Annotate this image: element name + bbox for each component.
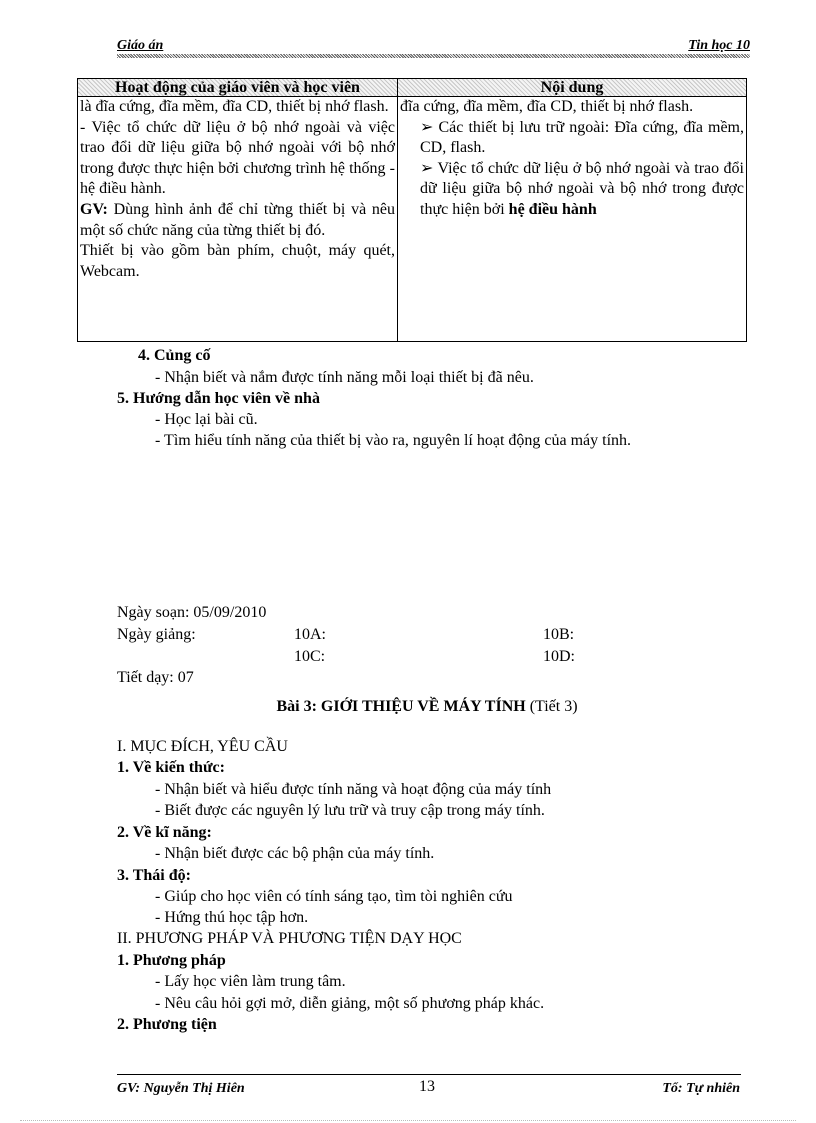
lesson-title-bold: Bài 3: GIỚI THIỆU VỀ MÁY TÍNH (276, 698, 526, 715)
bullet-1-text: Các thiết bị lưu trữ ngoài: Đĩa cứng, đĩa mềm, CD, flash. (420, 118, 744, 157)
ngay-soan: Ngày soạn: 05/09/2010 (117, 604, 267, 621)
phuong-phap-title: 1. Phương pháp (117, 952, 226, 969)
class-10a: 10A: (294, 626, 326, 643)
arrow-bullet-icon: ➢ (420, 118, 434, 136)
footer-right: Tổ: Tự nhiên (662, 1081, 740, 1096)
sec5-title: 5. Hướng dẫn học viên về nhà (117, 390, 320, 407)
ngay-giang-label: Ngày giảng: (117, 626, 196, 643)
footer-left: GV: Nguyễn Thị Hiên (117, 1081, 245, 1096)
col2-header: Nội dung (398, 79, 747, 97)
page-edge (20, 1120, 796, 1121)
col1-header: Hoạt động của giáo viên và học viên (78, 79, 398, 97)
bullet-2-bold: hệ điều hành (508, 200, 597, 218)
thai-do-item: - Hứng thú học tập hơn. (155, 909, 309, 926)
part1-heading: I. MỤC ĐÍCH, YÊU CẦU (117, 738, 288, 755)
col1-last: Thiết bị vào gồm bàn phím, chuột, máy quét, Webcam. (80, 242, 395, 280)
header-rule (117, 54, 750, 58)
ki-nang-item: - Nhận biết được các bộ phận của máy tính. (155, 845, 435, 862)
header-right: Tin học 10 (688, 38, 750, 53)
footer-rule (117, 1074, 741, 1075)
kien-thuc-title: 1. Về kiến thức: (117, 759, 225, 776)
sec5-item: - Học lại bài cũ. (155, 411, 258, 428)
bullet-2 (400, 159, 744, 221)
kien-thuc-item: - Nhận biết và hiểu được tính năng và hoạt động của máy tính (155, 781, 552, 798)
tiet-day: Tiết dạy: 07 (117, 669, 194, 686)
class-10b: 10B: (543, 626, 575, 643)
arrow-bullet-icon: ➢ (420, 159, 434, 177)
thai-do-title: 3. Thái độ: (117, 867, 191, 884)
content-cell (398, 97, 747, 342)
phuong-tien-title: 2. Phương tiện (117, 1016, 217, 1033)
col1-line: - Việc tổ chức dữ liệu ở bộ nhớ ngoài và việc trao đổi dữ liệu giữa bộ nhớ ngoài với bộ nhớ trong được thực hiện bởi chương trình hệ thống - hệ điều hành. (80, 118, 395, 198)
teacher-activity-cell (78, 97, 398, 342)
gv-label: GV: (80, 200, 108, 218)
class-10c: 10C: (294, 648, 326, 665)
phuong-phap-item: - Lấy học viên làm trung tâm. (155, 973, 346, 990)
lesson-title (0, 698, 816, 716)
activity-table (77, 78, 747, 342)
gv-text: Dùng hình ảnh để chỉ từng thiết bị và nêu một số chức năng của từng thiết bị đó. (80, 200, 395, 239)
ki-nang-title: 2. Về kĩ năng: (117, 824, 212, 841)
part2-heading: II. PHƯƠNG PHÁP VÀ PHƯƠNG TIỆN DẠY HỌC (117, 930, 462, 947)
header-left: Giáo án (117, 38, 164, 53)
col1-line: là đĩa cứng, đĩa mềm, đĩa CD, thiết bị nhớ flash. (80, 98, 389, 115)
sec4-item: - Nhận biết và nắm được tính năng mỗi loại thiết bị đã nêu. (155, 369, 534, 386)
kien-thuc-item: - Biết được các nguyên lý lưu trữ và truy cập trong máy tính. (155, 802, 545, 819)
page-number: 13 (419, 1078, 435, 1095)
lesson-title-rest: (Tiết 3) (525, 698, 578, 715)
thai-do-item: - Giúp cho học viên có tính sáng tạo, tìm tòi nghiên cứu (155, 888, 513, 905)
bullet-1 (400, 118, 744, 159)
phuong-phap-item: - Nêu câu hỏi gợi mở, diễn giảng, một số phương pháp khác. (155, 995, 545, 1012)
col2-intro: đĩa cứng, đĩa mềm, đĩa CD, thiết bị nhớ flash. (400, 98, 694, 115)
bullet-2-text: Việc tổ chức dữ liệu ở bộ nhớ ngoài và trao đổi dữ liệu giữa bộ nhớ ngoài và bộ nhớ trong được thực hiện bởi (420, 159, 744, 218)
sec5-item: - Tìm hiểu tính năng của thiết bị vào ra, nguyên lí hoạt động của máy tính. (155, 432, 632, 449)
gv-paragraph (80, 200, 395, 241)
sec4-title: 4. Củng cố (138, 347, 211, 364)
class-10d: 10D: (543, 648, 575, 665)
